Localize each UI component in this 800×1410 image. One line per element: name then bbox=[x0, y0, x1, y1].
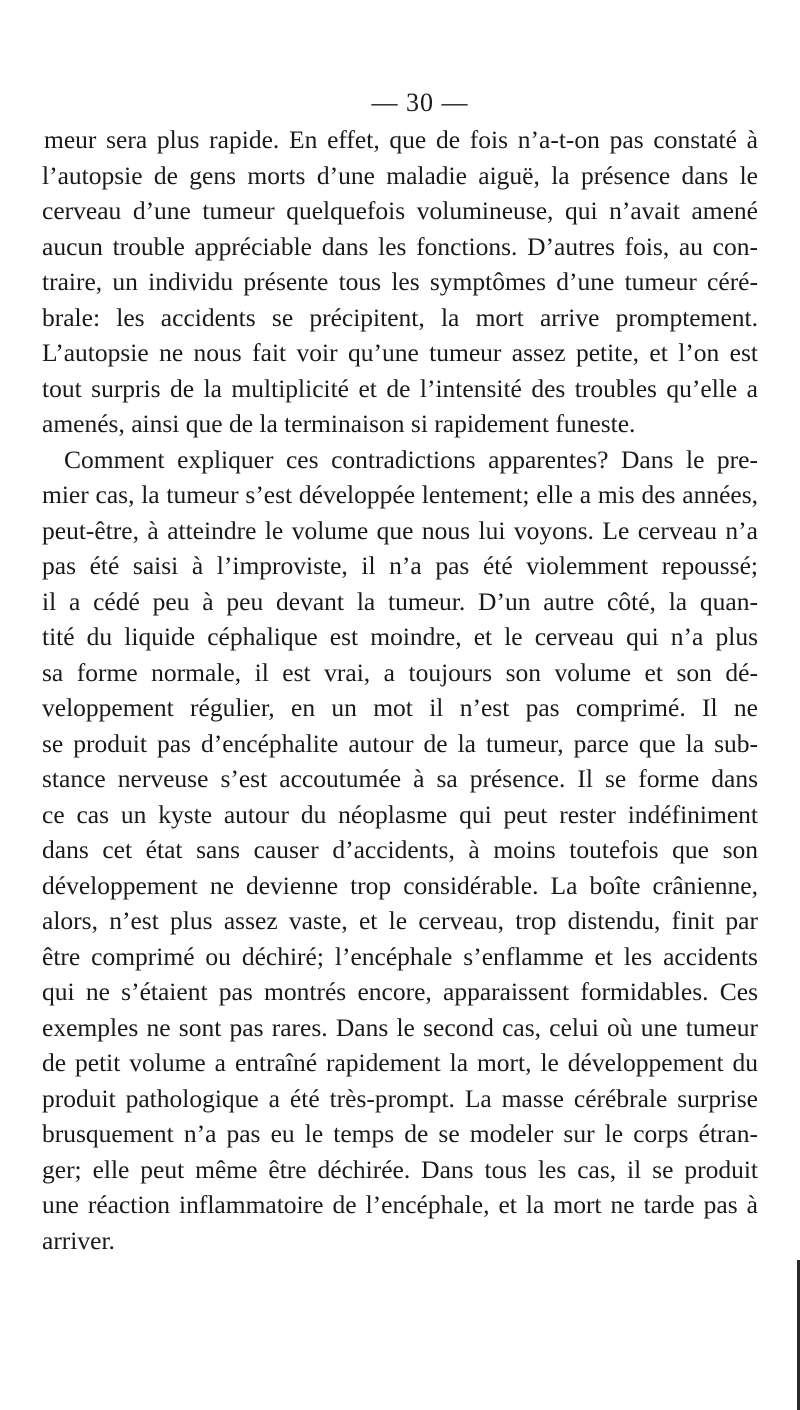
text-line: stance nerveuse s’est accoutumée à sa présence. Il se forme dans bbox=[42, 764, 758, 793]
page-number: — 30 — bbox=[371, 88, 469, 117]
text-line: dans cet état sans causer d’accidents, à moins toutefois que son bbox=[42, 835, 758, 864]
text-line: être comprimé ou déchiré; l’encéphale s’enflamme et les accidents bbox=[42, 941, 758, 971]
text-line: de petit volume a entraîné rapidement la mort, le développement du bbox=[42, 1048, 758, 1077]
text-line: alors, n’est plus assez vaste, et le cerveau, trop distendu, finit par bbox=[42, 906, 758, 935]
text-line: se produit pas d’encéphalite autour de la tumeur, parce que la sub- bbox=[42, 728, 758, 758]
text-line: arriver. bbox=[42, 1225, 115, 1255]
text-line: l’autopsie de gens morts d’une maladie aiguë, la présence dans le bbox=[42, 160, 758, 190]
text-line: une réaction inflammatoire de l’encéphale, et la mort ne tarde pas à bbox=[42, 1190, 758, 1219]
text-line: tout surpris de la multiplicité et de l’intensité des troubles qu’elle a bbox=[42, 373, 758, 403]
text-line: produit pathologique a été très-prompt. La masse cérébrale surprise bbox=[42, 1083, 758, 1113]
text-line: aucun trouble appréciable dans les fonctions. D’autres fois, au con- bbox=[42, 231, 758, 261]
body-text bbox=[42, 122, 758, 1258]
text-line: Comment expliquer ces contradictions apparentes? Dans le pre- bbox=[64, 444, 758, 474]
text-line: qui ne s’étaient pas montrés encore, apparaissent formidables. Ces bbox=[42, 977, 758, 1006]
text-line: mier cas, la tumeur s’est développée lentement; elle a mis des années, bbox=[42, 480, 758, 509]
text-line: exemples ne sont pas rares. Dans le second cas, celui où une tumeur bbox=[42, 1012, 758, 1042]
text-line: L’autopsie ne nous fait voir qu’une tumeur assez petite, et l’on est bbox=[42, 338, 758, 367]
text-line: brusquement n’a pas eu le temps de se modeler sur le corps étran- bbox=[42, 1119, 758, 1148]
text-line: peut-être, à atteindre le volume que nous lui voyons. Le cerveau n’a bbox=[42, 515, 758, 545]
text-line: amenés, ainsi que de la terminaison si rapidement funeste. bbox=[42, 409, 636, 438]
text-line: il a cédé peu à peu devant la tumeur. D’un autre côté, la quan- bbox=[42, 586, 758, 616]
text-line: meur sera plus rapide. En effet, que de fois n’a-t-on pas constaté à bbox=[44, 125, 758, 154]
text-line: brale: les accidents se précipitent, la mort arrive promptement. bbox=[42, 302, 758, 332]
text-line: cerveau d’une tumeur quelquefois volumineuse, qui n’avait amené bbox=[42, 196, 758, 225]
text-line: veloppement régulier, en un mot il n’est pas comprimé. Il ne bbox=[42, 693, 758, 722]
text-line: sa forme normale, il est vrai, a toujours son volume et son dé- bbox=[42, 657, 758, 687]
text-line: pas été saisi à l’improviste, il n’a pas été violemment repoussé; bbox=[42, 551, 758, 580]
text-line: développement ne devienne trop considérable. La boîte crânienne, bbox=[42, 870, 758, 900]
text-line: ce cas un kyste autour du néoplasme qui peut rester indéfiniment bbox=[42, 799, 758, 829]
text-line: traire, un individu présente tous les symptômes d’une tumeur céré- bbox=[42, 267, 758, 296]
text-line: ger; elle peut même être déchirée. Dans tous les cas, il se produit bbox=[42, 1154, 758, 1184]
text-line: tité du liquide céphalique est moindre, et le cerveau qui n’a plus bbox=[42, 622, 758, 651]
